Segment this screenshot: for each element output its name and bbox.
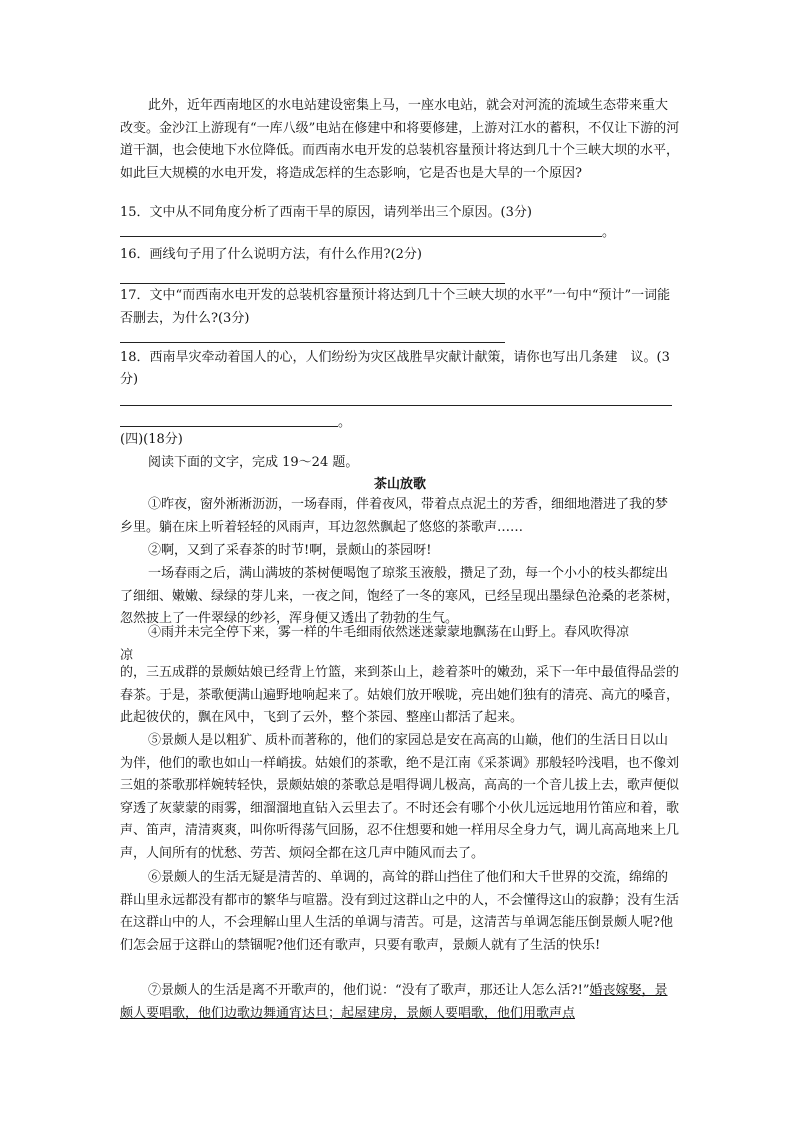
question-16: 16．画线句子用了什么说明方法，有什么作用?(2分) [120, 247, 422, 262]
article-paragraph-4-opening: ④雨并未完全停下来，雾一样的牛毛细雨依然迷迷蒙蒙地飘荡在山野上。春风吹得凉 [148, 625, 630, 640]
article-paragraph-3: 一场春雨之后，满山满坡的茶树便喝饱了琼浆玉液般，攒足了劲，每一个小小的枝头都绽出了细细、嫩嫩、绿绿的芽儿来，一夜之间，饱经了一冬的寒风，已经呈现出墨绿色沧桑的老茶树，忽然披上了一件翠绿的纱衫，浑身便又透出了勃勃的生气。 [120, 566, 680, 627]
section-label: (四)(18分) [120, 432, 183, 447]
answer-period-18: 。 [338, 415, 352, 430]
answer-line-18b[interactable] [120, 426, 338, 427]
question-17: 17．文中“而西南水电开发的总装机容量预计将达到几十个三峡大坝的水平”一句中“预计”一词能否删去，为什么?(3分) [120, 288, 671, 326]
answer-line-18a[interactable] [120, 405, 672, 406]
article-paragraph-7-text: ⑦景颇人的生活是离不开歌声的，他们说：“没有了歌声，那还让人怎么活?!” [148, 983, 590, 998]
answer-period-15: 。 [602, 225, 616, 240]
article-paragraph-2: ②啊，又到了采春茶的时节!啊，景颇山的茶园呀! [148, 543, 432, 558]
article-paragraph-1: ①昨夜，窗外淅淅沥沥，一场春雨，伴着夜风，带着点点泥土的芳香，细细地潜进了我的梦乡里。躺在床上听着轻轻的风雨声，耳边忽然飘起了悠悠的茶歌声…… [120, 497, 669, 535]
answer-line-15[interactable] [120, 236, 602, 237]
article-paragraph-6: ⑥景颇人的生活无疑是清苦的、单调的，高耸的群山挡住了他们和大千世界的交流，绵绵的群山里永远都没有都市的繁华与喧嚣。没有到过这群山之中的人，不会懂得这山的寂静；没有生活在这群山中的人，不会理解山里人生活的单调与清苦。可是，这清苦与单调怎能压倒景颇人呢?他们怎会屈于这群山的禁锢呢?他们还有歌声，只要有歌声，景颇人就有了生活的快乐! [120, 870, 680, 953]
reading-instruction: 阅读下面的文字，完成 19～24 题。 [148, 455, 359, 470]
article-paragraph-4: 的，三五成群的景颇姑娘已经背上竹篮，来到茶山上，趁着茶叶的嫩劲，采下一年中最值得品尝的春茶。于是，茶歌便满山遍野地响起来了。姑娘们放开喉咙，亮出她们独有的清亮、高亢的嗓音，此起彼伏的，飘在风中，飞到了云外，整个茶园、整座山都活了起来。 [120, 665, 680, 726]
article-title: 茶山放歌 [373, 477, 426, 492]
article-paragraph-4-wrap: 凉 [120, 648, 134, 663]
question-18: 18．西南旱灾牵动着国人的心，人们纷纷为灾区战胜旱灾献计献策，请你也写出几条建 议。(3分) [120, 350, 670, 387]
answer-line-17[interactable] [120, 342, 505, 343]
intro-paragraph: 此外，近年西南地区的水电站建设密集上马，一座水电站，就会对河流的流域生态带来重大改变。金沙江上游现有“一库八级”电站在修建中和将要修建，上游对江水的蓄积，不仅让下游的河道干涸，也会使地下水位降低。而西南水电开发的总装机容量预计将达到几十个三峡大坝的水平，如此巨大规模的水电开发，将造成怎样的生态影响，它是否也是大旱的一个原因? [120, 98, 680, 181]
article-paragraph-7 [120, 980, 680, 1025]
question-15: 15．文中从不同角度分析了西南干旱的原因，请列举出三个原因。(3分) [120, 205, 532, 220]
article-paragraph-5: ⑤景颇人是以粗犷、质朴而著称的，他们的家园总是安在高高的山巅，他们的生活日日以山为伴，他们的歌也如山一样峭拔。姑娘们的茶歌，绝不是江南《采茶调》那般轻吟浅唱，也不像刘三姐的茶歌那样婉转轻快，景颇姑娘的茶歌总是唱得调儿极高，高高的一个音儿拔上去，歌声便似穿透了灰蒙蒙的雨雾，细溜溜地直钻入云里去了。不时还会有哪个小伙儿远远地用竹笛应和着，歌声、笛声，清清爽爽，叫你听得荡气回肠，忍不住想要和她一样用尽全身力气，调儿高高地来上几声，人间所有的忧愁、劳苦、烦闷全都在这几声中随风而去了。 [120, 733, 680, 861]
underlined-sentence: 婚丧嫁娶，景颇人要唱歌，他们边歌边舞通宵达旦；起屋建房，景颇人要唱歌，他们用歌声点 [120, 983, 668, 1021]
